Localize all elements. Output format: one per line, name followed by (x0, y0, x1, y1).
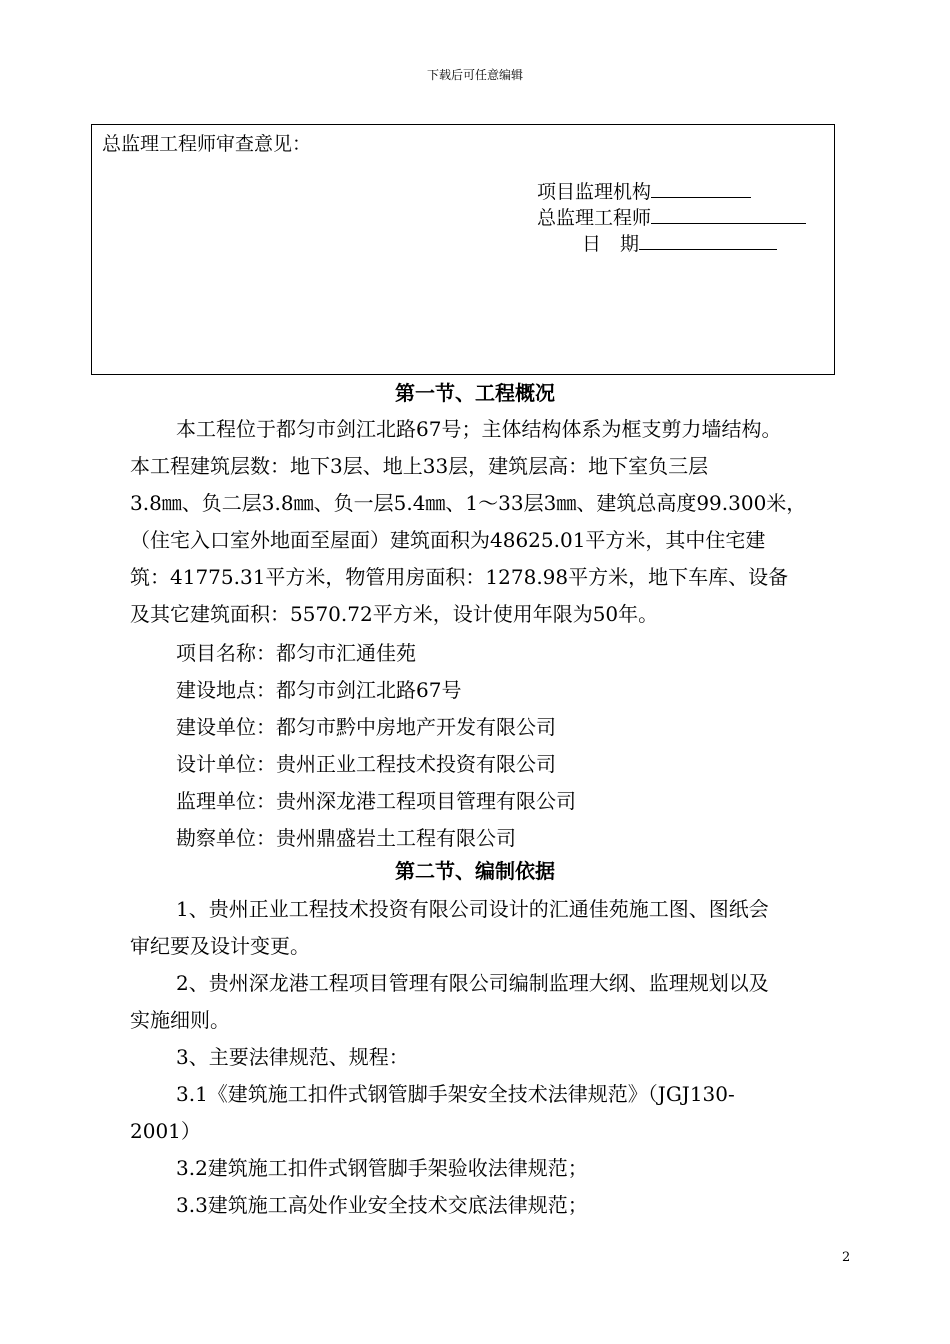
basis-line: 1、贵州正业工程技术投资有限公司设计的汇通佳苑施工图、图纸会 (176, 897, 769, 921)
org-signature-line (537, 177, 751, 204)
review-box (91, 124, 835, 375)
owner-unit: 建设单位：都匀市黔中房地产开发有限公司 (176, 715, 556, 739)
construction-site: 建设地点：都匀市剑江北路67号 (176, 678, 462, 702)
basis-line: 2001） (130, 1119, 201, 1143)
paragraph-line: （住宅入口室外地面至屋面）建筑面积为48625.01平方米，其中住宅建 (130, 528, 766, 552)
basis-line: 3、主要法律规范、规程： (176, 1045, 409, 1069)
basis-line: 3.3建筑施工高处作业安全技术交底法律规范； (176, 1193, 588, 1217)
page-header: 下载后可任意编辑 (426, 68, 523, 82)
project-name: 项目名称：都匀市汇通佳苑 (176, 641, 416, 665)
basis-line: 实施细则。 (130, 1008, 230, 1032)
paragraph-line: 本工程位于都匀市剑江北路67号；主体结构体系为框支剪力墙结构。 (176, 417, 782, 441)
basis-line: 3.2建筑施工扣件式钢管脚手架验收法律规范； (176, 1156, 588, 1180)
section2-heading: 第二节、编制依据 (395, 859, 555, 883)
survey-unit: 勘察单位：贵州鼎盛岩土工程有限公司 (176, 826, 516, 850)
chief-signature-line (537, 203, 806, 230)
org-label: 项目监理机构 (537, 181, 652, 203)
basis-line: 2、贵州深龙港工程项目管理有限公司编制监理大纲、监理规划以及 (176, 971, 769, 995)
basis-line: 审纪要及设计变更。 (130, 934, 310, 958)
section1-heading: 第一节、工程概况 (395, 381, 555, 405)
date-blank (639, 231, 777, 250)
review-title: 总监理工程师审查意见： (102, 133, 312, 155)
design-unit: 设计单位：贵州正业工程技术投资有限公司 (176, 752, 556, 776)
paragraph-line: 及其它建筑面积：5570.72平方米，设计使用年限为50年。 (130, 602, 659, 626)
chief-label: 总监理工程师 (537, 207, 652, 229)
paragraph-line: 本工程建筑层数：地下3层、地上33层，建筑层高：地下室负三层 (130, 454, 709, 478)
basis-line: 3.1《建筑施工扣件式钢管脚手架安全技术法律规范》（JGJ130- (176, 1082, 735, 1106)
date-label: 日 期 (582, 233, 640, 255)
org-blank (651, 179, 751, 198)
date-line (582, 229, 777, 256)
paragraph-line: 3.8㎜、负二层3.8㎜、负一层5.4㎜、1～33层3㎜、建筑总高度99.300米， (130, 491, 807, 515)
supervision-unit: 监理单位：贵州深龙港工程项目管理有限公司 (176, 789, 576, 813)
chief-blank (651, 205, 806, 224)
paragraph-line: 筑：41775.31平方米，物管用房面积：1278.98平方米，地下车库、设备 (130, 565, 789, 589)
page-number: 2 (842, 1250, 851, 1265)
